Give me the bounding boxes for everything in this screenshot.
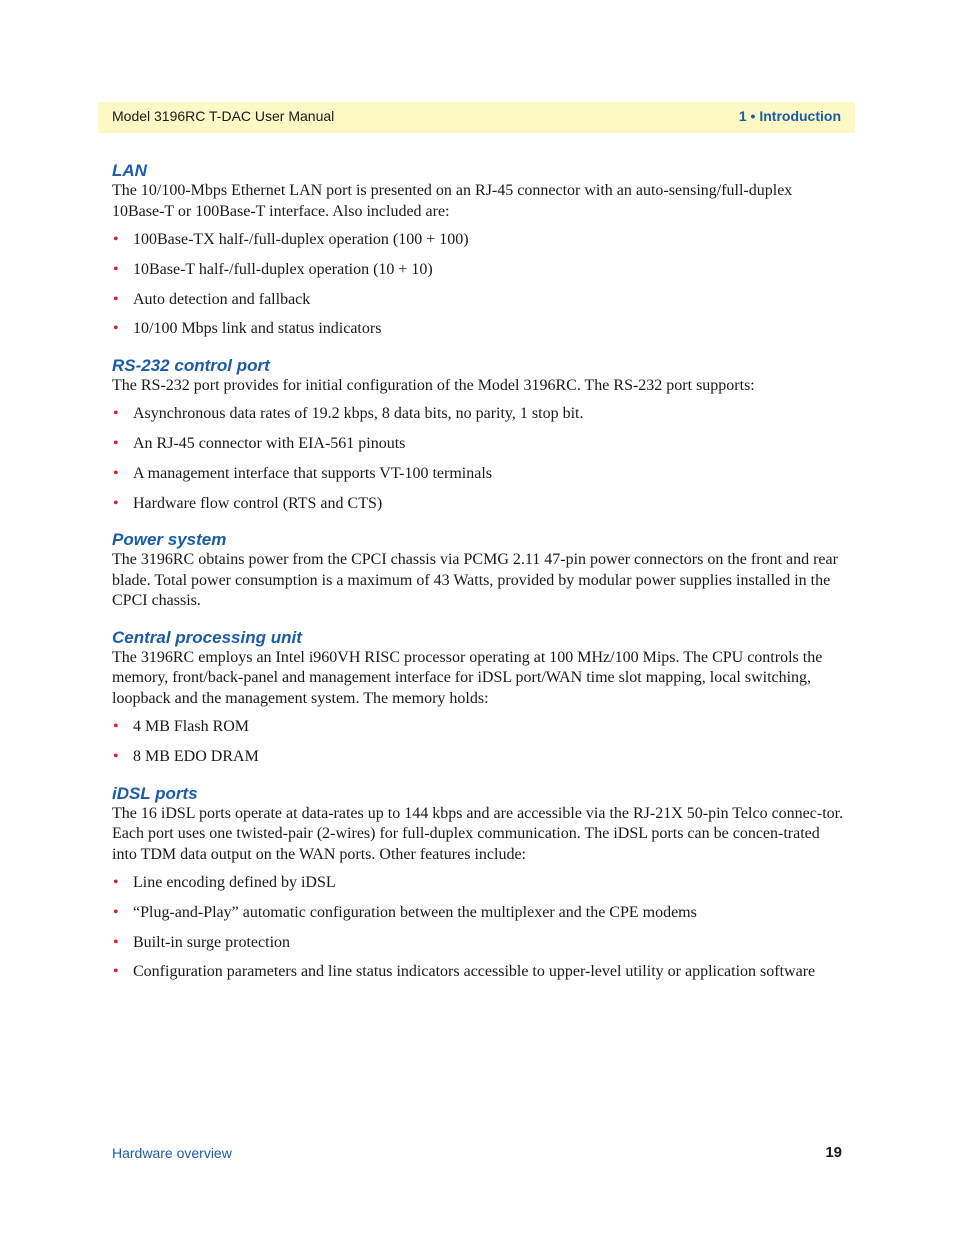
bullet-icon: • (113, 231, 119, 248)
section-heading: iDSL ports (112, 783, 198, 803)
list-item: • Auto detection and fallback (112, 290, 847, 311)
list-item: • Line encoding defined by iDSL (112, 873, 847, 894)
running-header (98, 102, 855, 133)
list-item: • 100Base-TX half-/full-duplex operation (100 + 100) (112, 230, 847, 251)
list-item: • 10Base-T half-/full-duplex operation (10 + 10) (112, 260, 847, 281)
list-item: • 4 MB Flash ROM (112, 717, 847, 738)
section-heading: RS-232 control port (112, 355, 270, 375)
bullet-icon: • (113, 963, 119, 981)
page-number: 19 (825, 1144, 842, 1161)
chapter-label: 1 • Introduction (738, 108, 841, 124)
list-item: • Built-in surge protection (112, 933, 847, 954)
bullet-icon: • (113, 903, 119, 921)
page-body (112, 161, 847, 999)
bullet-icon: • (113, 405, 119, 423)
bullet-icon: • (113, 494, 119, 512)
list-item: • 8 MB EDO DRAM (112, 747, 847, 768)
section-rs232 (112, 356, 847, 514)
bullet-icon: • (113, 320, 119, 338)
section-heading: Power system (112, 530, 227, 550)
section-lan (112, 161, 847, 340)
section-power-system (112, 530, 847, 612)
section-paragraph: The 3196RC employs an Intel i960VH RISC processor operating at 100 MHz/100 Mips. The CPU controls the memory, front/back-panel and management interface for iDSL port/WAN time slot mapping, local switching, loopback and the management system. The memory holds: (112, 648, 823, 707)
list-item: • Configuration parameters and line status indicators accessible to upper-level utility or application software (112, 962, 847, 983)
list-item: • An RJ-45 connector with EIA-561 pinouts (112, 434, 847, 455)
list-item: • Asynchronous data rates of 19.2 kbps, 8 data bits, no parity, 1 stop bit. (112, 404, 847, 425)
section-heading: Central processing unit (112, 627, 302, 647)
bullet-icon: • (113, 718, 119, 736)
bullet-list (112, 873, 847, 983)
bullet-icon: • (113, 748, 119, 766)
bullet-list (112, 230, 847, 340)
section-cpu (112, 628, 847, 768)
bullet-list (112, 404, 847, 514)
bullet-icon: • (113, 464, 119, 482)
section-heading: LAN (112, 161, 147, 180)
list-item: • “Plug-and-Play” automatic configuration between the multiplexer and the CPE modems (112, 903, 847, 924)
bullet-icon: • (113, 933, 119, 951)
bullet-icon: • (113, 260, 119, 278)
manual-title: Model 3196RC T-DAC User Manual (112, 108, 335, 124)
section-paragraph: The RS-232 port provides for initial configuration of the Model 3196RC. The RS-232 port supports: (112, 376, 755, 394)
section-paragraph: The 3196RC obtains power from the CPCI chassis via PCMG 2.11 47-pin power connectors on the front and rear blade. Total power consumption is a maximum of 43 Watts, provided by modular power supplies installed in the CPCI chassis. (112, 551, 838, 610)
list-item: • 10/100 Mbps link and status indicators (112, 319, 847, 340)
bullet-list (112, 717, 847, 767)
section-idsl-ports (112, 784, 847, 983)
list-item: • Hardware flow control (RTS and CTS) (112, 494, 847, 515)
footer-section-name: Hardware overview (112, 1145, 232, 1161)
bullet-icon: • (113, 435, 119, 453)
bullet-icon: • (113, 874, 119, 892)
bullet-icon: • (113, 290, 119, 308)
list-item: • A management interface that supports VT-100 terminals (112, 464, 847, 485)
section-paragraph: The 16 iDSL ports operate at data-rates up to 144 kbps and are accessible via the RJ-21X 50-pin Telco connec-tor. Each port uses one twisted-pair (2-wires) for full-duplex communication. The iDSL ports can be concen-trated into TDM data output on the WAN ports. Other features include: (112, 804, 844, 863)
section-paragraph: The 10/100-Mbps Ethernet LAN port is presented on an RJ-45 connector with an auto-sensing/full-duplex 10Base-T or 100Base-T interface. Also included are: (112, 182, 793, 220)
